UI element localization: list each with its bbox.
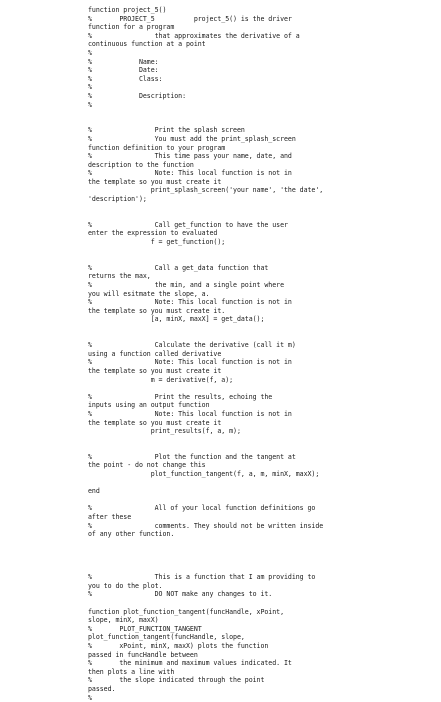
code-line: % Call a get_data function that xyxy=(88,264,441,273)
code-line: % Name: xyxy=(88,58,441,67)
code-line: the template so you must create it. xyxy=(88,307,441,316)
code-line: % that approximates the derivative of a xyxy=(88,32,441,41)
code-line: % xyxy=(88,101,441,110)
code-line: % Print the splash screen xyxy=(88,126,441,135)
code-line: the template so you must create it xyxy=(88,419,441,428)
code-line: function definition to your program xyxy=(88,144,441,153)
code-line: % xyxy=(88,83,441,92)
code-line: using a function called derivative xyxy=(88,350,441,359)
code-line: passed in funcHandle between xyxy=(88,651,441,660)
code-line: % PROJECT_5 project_5() is the driver xyxy=(88,15,441,24)
code-line: [a, minX, maxX] = get_data(); xyxy=(88,315,441,324)
code-line: % xPoint, minX, maxX) plots the function xyxy=(88,642,441,651)
code-line: you will esitmate the slope, a. xyxy=(88,290,441,299)
code-line: % All of your local function definitions go xyxy=(88,504,441,513)
code-line: % xyxy=(88,694,441,702)
code-line: % Date: xyxy=(88,66,441,75)
code-line xyxy=(88,204,441,213)
code-line: % You must add the print_splash_screen xyxy=(88,135,441,144)
code-line xyxy=(88,556,441,565)
code-line: 'description'); xyxy=(88,195,441,204)
code-line: % Print the results, echoing the xyxy=(88,393,441,402)
code-line: description to the function xyxy=(88,161,441,170)
code-line xyxy=(88,255,441,264)
code-line: the template so you must create it xyxy=(88,178,441,187)
code-line: % Description: xyxy=(88,92,441,101)
code-line: % Note: This local function is not in xyxy=(88,169,441,178)
code-line: then plots a line with xyxy=(88,668,441,677)
code-line: % Call get_function to have the user xyxy=(88,221,441,230)
code-line: f = get_function(); xyxy=(88,238,441,247)
code-line: the template so you must create it xyxy=(88,367,441,376)
code-line xyxy=(88,539,441,548)
code-line: % Calculate the derivative (call it m) xyxy=(88,341,441,350)
code-line: returns the max, xyxy=(88,272,441,281)
code-line: % the minimum and maximum values indicated. It xyxy=(88,659,441,668)
code-line: the point - do not change this xyxy=(88,461,441,470)
code-line: enter the expression to evaluated xyxy=(88,229,441,238)
code-line: plot_function_tangent(funcHandle, slope, xyxy=(88,633,441,642)
code-line xyxy=(88,599,441,608)
code-line: of any other function. xyxy=(88,530,441,539)
code-line: % Note: This local function is not in xyxy=(88,358,441,367)
code-line xyxy=(88,547,441,556)
code-line: print_results(f, a, m); xyxy=(88,427,441,436)
code-line: % This time pass your name, date, and xyxy=(88,152,441,161)
code-line: % This is a function that I am providing to xyxy=(88,573,441,582)
code-line xyxy=(88,109,441,118)
code-line: % comments. They should not be written inside xyxy=(88,522,441,531)
code-line: % PLOT_FUNCTION_TANGENT xyxy=(88,625,441,634)
code-line: function for a program xyxy=(88,23,441,32)
code-line: print_splash_screen('your name', 'the date', xyxy=(88,186,441,195)
code-line: inputs using an output function xyxy=(88,401,441,410)
code-line: % Class: xyxy=(88,75,441,84)
code-line: % Note: This local function is not in xyxy=(88,410,441,419)
code-line: after these xyxy=(88,513,441,522)
code-line xyxy=(88,212,441,221)
code-line: continuous function at a point xyxy=(88,40,441,49)
code-line xyxy=(88,496,441,505)
code-line: end xyxy=(88,487,441,496)
code-line: function project_5() xyxy=(88,6,441,15)
code-line xyxy=(88,444,441,453)
code-line: % DO NOT make any changes to it. xyxy=(88,590,441,599)
code-line: function plot_function_tangent(funcHandle, xPoint, xyxy=(88,608,441,617)
code-line: % the min, and a single point where xyxy=(88,281,441,290)
code-line: % Plot the function and the tangent at xyxy=(88,453,441,462)
code-line xyxy=(88,247,441,256)
code-line: you to do the plot. xyxy=(88,582,441,591)
code-line: % Note: This local function is not in xyxy=(88,298,441,307)
code-line xyxy=(88,384,441,393)
code-line xyxy=(88,479,441,488)
code-line: plot_function_tangent(f, a, m, minX, maxX); xyxy=(88,470,441,479)
code-line xyxy=(88,565,441,574)
code-line: % the slope indicated through the point xyxy=(88,676,441,685)
code-line: % xyxy=(88,49,441,58)
code-line: slope, minX, maxX) xyxy=(88,616,441,625)
code-line: passed. xyxy=(88,685,441,694)
code-line xyxy=(88,436,441,445)
code-line xyxy=(88,118,441,127)
code-line xyxy=(88,333,441,342)
code-line xyxy=(88,324,441,333)
code-line: m = derivative(f, a); xyxy=(88,376,441,385)
